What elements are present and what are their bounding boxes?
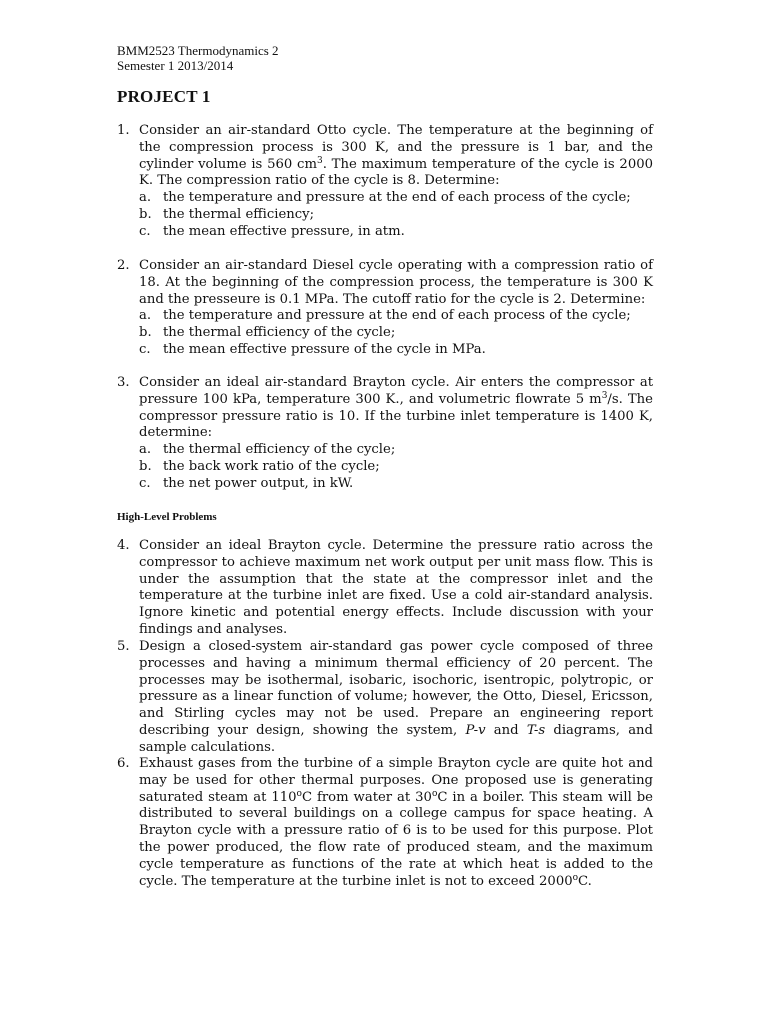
problem-text-part: Exhaust gases from the turbine of a simple Brayton cycle are quite hot and may be used for other thermal purposes. One proposed use is generating saturated steam at 110: [139, 756, 653, 805]
sub-question-text: the back work ratio of the cycle;: [163, 458, 380, 474]
sub-question: [139, 476, 653, 493]
problem-6: [117, 756, 653, 890]
sub-question: [139, 459, 653, 476]
sub-question-text: the thermal efficiency;: [163, 206, 315, 222]
sub-question-text: the mean effective pressure of the cycle in MPa.: [163, 341, 486, 357]
superscript: 3: [316, 155, 323, 166]
sub-question-label: a.: [139, 308, 152, 324]
course-title: BMM2523 Thermodynamics 2: [117, 43, 279, 58]
semester-label: Semester 1 2013/2014: [117, 58, 234, 73]
sub-question: [139, 207, 653, 224]
ts-diagram-term: T-s: [526, 722, 546, 738]
sub-question: [139, 308, 653, 325]
problem-number: 6.: [117, 756, 130, 771]
sub-question-list: [139, 190, 653, 240]
problem-4: [117, 538, 653, 639]
sub-question-label: c.: [139, 341, 151, 357]
problem-number: 5.: [117, 639, 130, 654]
sub-question: [139, 224, 653, 241]
sub-question-label: a.: [139, 190, 152, 206]
sub-question: [139, 342, 653, 359]
sub-question-text: the temperature and pressure at the end of each process of the cycle;: [163, 308, 631, 324]
sub-question-text: the temperature and pressure at the end of each process of the cycle;: [163, 190, 631, 206]
problem-text-part: diagrams, and sample calculations.: [139, 722, 653, 755]
sub-question-text: the mean effective pressure, in atm.: [163, 223, 405, 239]
problem-text: [139, 375, 653, 442]
problem-text: Consider an ideal Brayton cycle. Determine the pressure ratio across the compressor to achieve maximum net work output per unit mass flow. This is under the assumption that the state at the compressor inlet and the temperature at the turbine inlet are fixed. Use a cold air-standard analysis. Ignore kinetic and potential energy effects. Include discussion with your findings and analyses.: [139, 538, 653, 637]
sub-question: [139, 190, 653, 207]
problem-number: 2.: [117, 258, 130, 273]
problem-text: [139, 756, 653, 890]
sub-question-text: the net power output, in kW.: [163, 475, 354, 491]
problem-1: [117, 123, 653, 241]
page-title: PROJECT 1: [117, 87, 211, 106]
problem-text-part: and: [485, 722, 527, 738]
sub-question: [139, 325, 653, 342]
sub-question-label: b.: [139, 325, 152, 341]
sub-question-text: the thermal efficiency of the cycle;: [163, 442, 396, 458]
problem-text: [139, 123, 653, 190]
problem-text-part: Consider an ideal air-standard Brayton cycle. Air enters the compressor at pressure 100 kPa, temperature 300 K., and volumetric flowrate 5 m: [139, 375, 653, 407]
problem-text: Consider an air-standard Diesel cycle operating with a compression ratio of 18. At the beginning of the compression process, the temperature is 300 K and the presseure is 0.1 MPa. The cutoff ratio for the cycle is 2. Determine:: [139, 258, 653, 307]
sub-question-label: b.: [139, 206, 152, 222]
degree-symbol: o: [431, 788, 438, 799]
problem-3: [117, 375, 653, 493]
sub-question-label: a.: [139, 442, 152, 458]
sub-question-label: c.: [139, 223, 151, 239]
problem-number: 4.: [117, 538, 130, 553]
problem-2: [117, 258, 653, 359]
sub-question-list: [139, 442, 653, 492]
problem-number: 1.: [117, 123, 130, 138]
document-header: [117, 43, 279, 73]
problem-text-part: C from water at 30: [301, 789, 432, 805]
problem-text-part: Design a closed-system air-standard gas power cycle composed of three processes and having a minimum thermal efficiency of 20 percent. The processes may be isothermal, isobaric, isochoric, isentropic, polytropic, or pressure as a linear function of volume; however, the Otto, Diesel, Ericsson, and Stirling cycles may not be used. Prepare an engineering report describing your design, showing the system,: [139, 639, 653, 738]
degree-symbol: o: [296, 788, 302, 799]
sub-question-label: b.: [139, 458, 152, 474]
sub-question-label: c.: [139, 475, 151, 491]
superscript: 3: [601, 390, 608, 401]
sub-question-list: [139, 308, 653, 358]
degree-symbol: o: [572, 872, 579, 883]
problem-text-part: C in a boiler. This steam will be distributed to several buildings on a college campus for space heating. A Brayton cycle with a pressure ratio of 6 is to be used for this purpose. Plot the power produced, the flow rate of produced steam, and the maximum cycle temperature as functions of the rate at which heat is added to the cycle. The temperature at the turbine inlet is not to exceed 2000: [139, 789, 653, 889]
section-heading: High-Level Problems: [117, 511, 217, 523]
problem-text-part: /s. The compressor pressure ratio is 10. If the turbine inlet temperature is 1400 K, determine:: [139, 391, 653, 441]
problem-5: [117, 639, 653, 757]
sub-question-text: the thermal efficiency of the cycle;: [163, 325, 396, 341]
problem-text-part: . The maximum temperature of the cycle is 2000 K. The compression ratio of the cycle is 8. Determine:: [139, 156, 653, 189]
pv-diagram-term: P-v: [465, 722, 486, 738]
problem-text: [139, 639, 653, 757]
sub-question: [139, 442, 653, 459]
problem-number: 3.: [117, 375, 130, 390]
problem-text-part: Consider an air-standard Otto cycle. The temperature at the beginning of the compression process is 300 K, and the pressure is 1 bar, and the cylinder volume is 560 cm: [139, 123, 653, 172]
problem-text-part: C.: [578, 873, 592, 889]
